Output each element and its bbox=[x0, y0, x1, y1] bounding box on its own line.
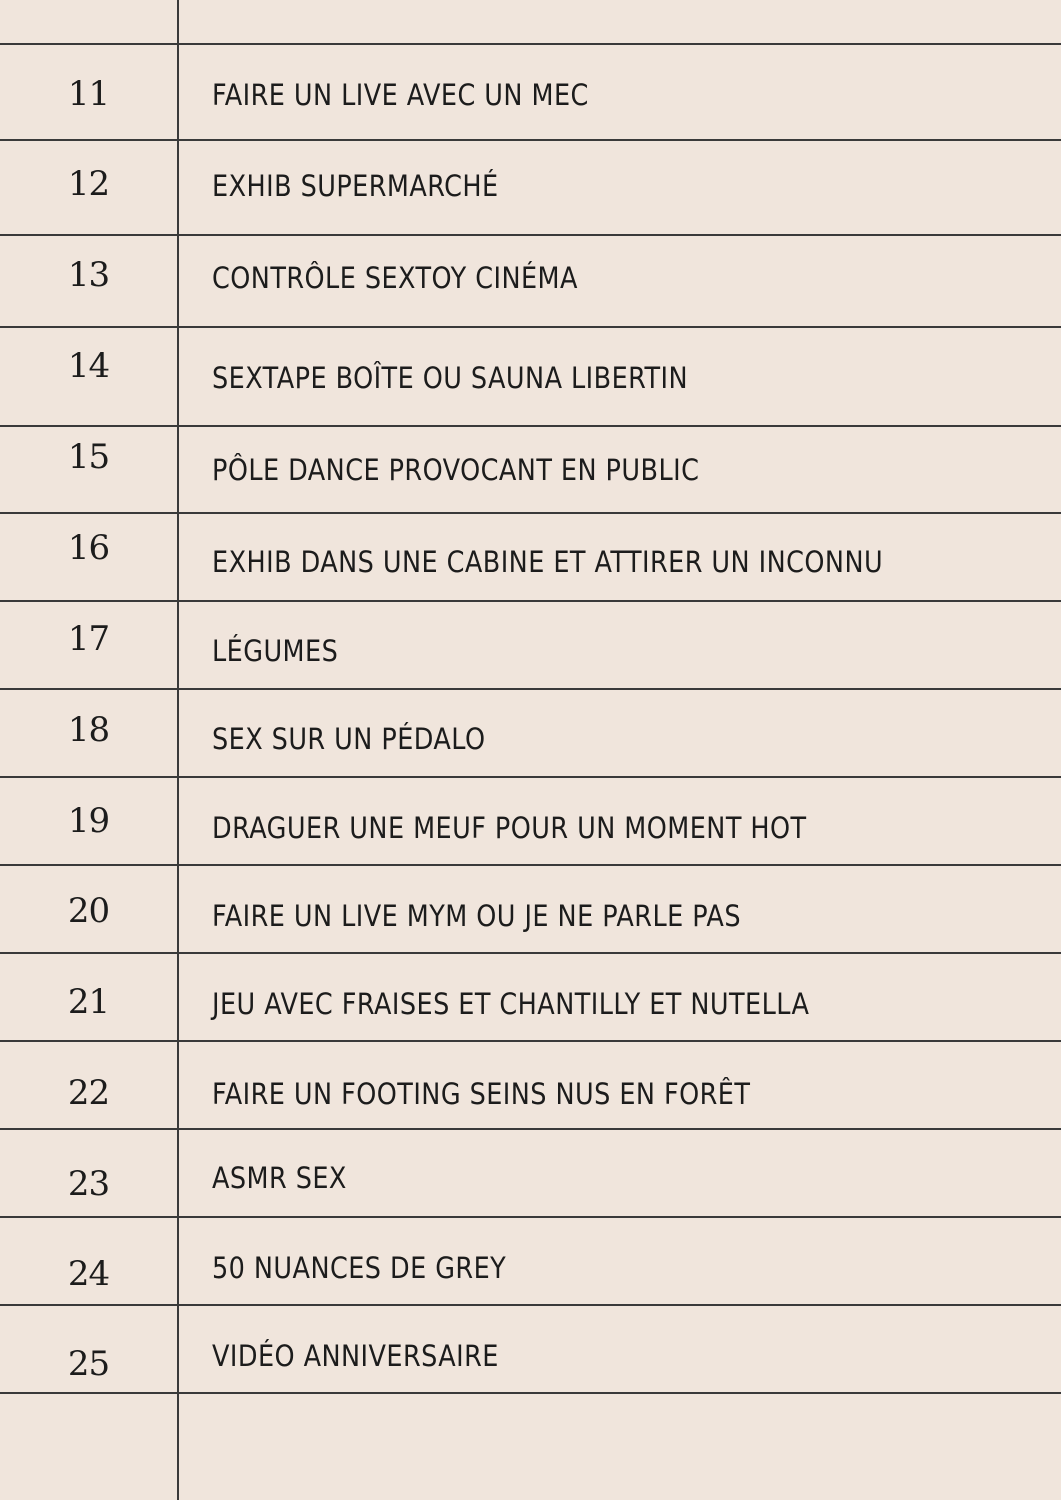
row-task: JEU AVEC FRAISES ET CHANTILLY ET NUTELLA bbox=[212, 987, 810, 1021]
row-number: 21 bbox=[67, 982, 110, 1022]
row-divider bbox=[0, 952, 1061, 954]
row-task: LÉGUMES bbox=[212, 634, 339, 668]
row-task: VIDÉO ANNIVERSAIRE bbox=[212, 1339, 499, 1373]
row-divider bbox=[0, 600, 1061, 602]
row-task: EXHIB SUPERMARCHÉ bbox=[212, 169, 499, 203]
row-divider bbox=[0, 234, 1061, 236]
column-divider bbox=[177, 0, 179, 1500]
row-task: FAIRE UN LIVE MYM OU JE NE PARLE PAS bbox=[212, 899, 741, 933]
row-task: FAIRE UN LIVE AVEC UN MEC bbox=[212, 78, 589, 112]
row-number: 14 bbox=[67, 346, 110, 386]
row-task: SEX SUR UN PÉDALO bbox=[212, 722, 486, 756]
row-divider bbox=[0, 1128, 1061, 1130]
row-task: FAIRE UN FOOTING SEINS NUS EN FORÊT bbox=[212, 1077, 751, 1111]
row-divider bbox=[0, 1392, 1061, 1394]
row-task: SEXTAPE BOÎTE OU SAUNA LIBERTIN bbox=[212, 361, 688, 395]
row-divider bbox=[0, 139, 1061, 141]
row-number: 20 bbox=[67, 891, 110, 931]
row-divider bbox=[0, 512, 1061, 514]
row-number: 24 bbox=[67, 1254, 110, 1294]
row-number: 25 bbox=[67, 1344, 110, 1384]
row-task: CONTRÔLE SEXTOY CINÉMA bbox=[212, 261, 578, 295]
row-task: DRAGUER UNE MEUF POUR UN MOMENT HOT bbox=[212, 811, 807, 845]
row-number: 18 bbox=[67, 710, 110, 750]
row-task: PÔLE DANCE PROVOCANT EN PUBLIC bbox=[212, 453, 700, 487]
row-task: 50 NUANCES DE GREY bbox=[212, 1251, 507, 1285]
row-divider bbox=[0, 1304, 1061, 1306]
row-number: 22 bbox=[67, 1073, 110, 1113]
row-number: 15 bbox=[67, 437, 110, 477]
row-task: ASMR SEX bbox=[212, 1161, 347, 1195]
row-number: 12 bbox=[67, 164, 110, 204]
row-divider bbox=[0, 1216, 1061, 1218]
row-task: EXHIB DANS UNE CABINE ET ATTIRER UN INCONNU bbox=[212, 545, 884, 579]
row-divider bbox=[0, 326, 1061, 328]
row-number: 19 bbox=[67, 801, 110, 841]
row-divider bbox=[0, 425, 1061, 427]
row-number: 16 bbox=[67, 528, 110, 568]
row-divider bbox=[0, 1040, 1061, 1042]
row-number: 17 bbox=[67, 619, 110, 659]
row-divider bbox=[0, 43, 1061, 45]
row-number: 13 bbox=[67, 255, 110, 295]
row-divider bbox=[0, 864, 1061, 866]
row-divider bbox=[0, 688, 1061, 690]
row-divider bbox=[0, 776, 1061, 778]
row-number: 11 bbox=[67, 74, 110, 114]
row-number: 23 bbox=[67, 1164, 110, 1204]
